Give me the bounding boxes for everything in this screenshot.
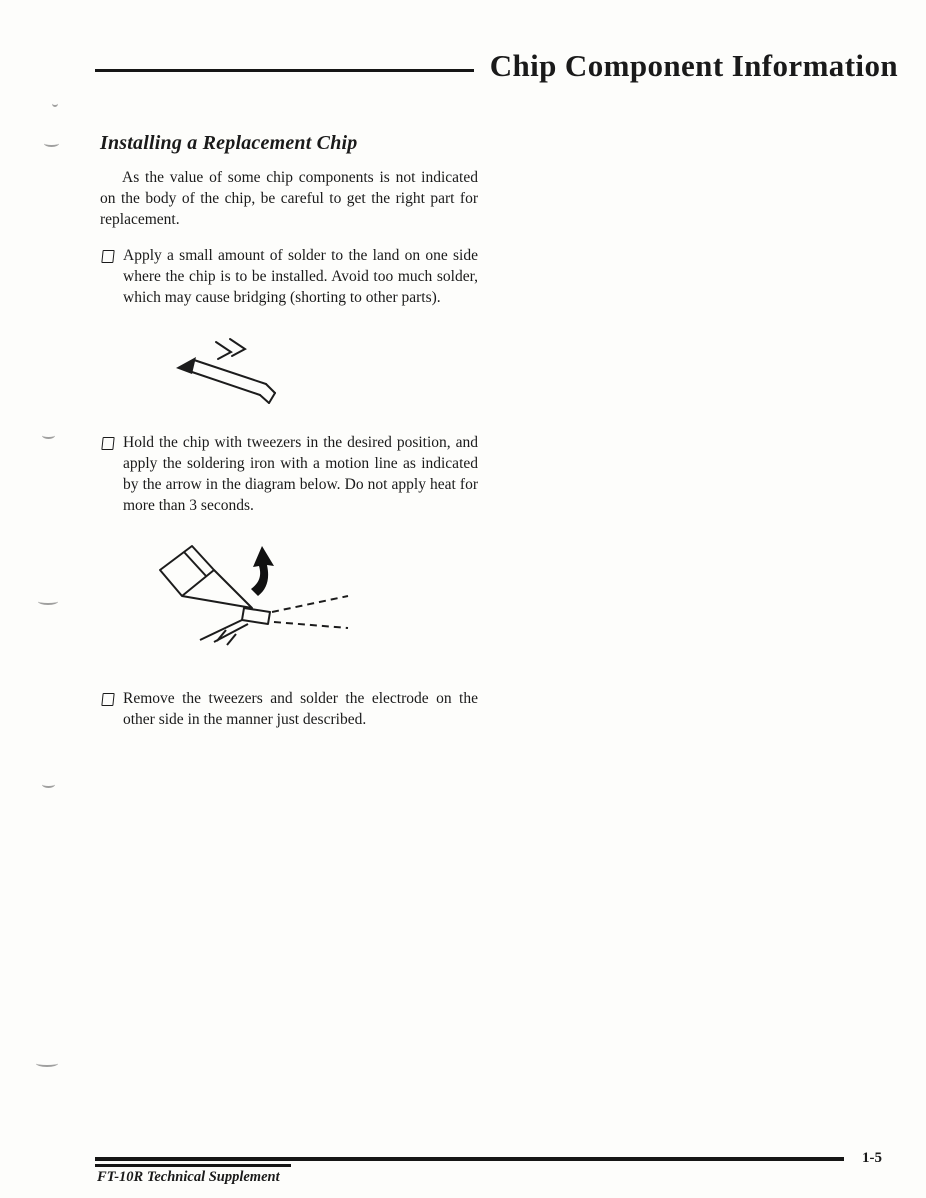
doc-title: FT-10R Technical Supplement [97,1169,280,1185]
scan-artifact [42,432,55,439]
footer-title-rule [95,1164,291,1167]
section-title: Installing a Replacement Chip [100,132,358,154]
page-title: Chip Component Information [489,48,898,83]
footer-rule [95,1157,844,1161]
checkbox-bullet-icon [101,437,114,450]
checkbox-bullet-icon [101,250,114,263]
header-rule [95,69,474,72]
scan-artifact [36,1060,58,1067]
scan-artifact [38,598,58,605]
checkbox-bullet-icon [101,693,114,706]
content-column [100,132,478,730]
scan-artifact [44,140,59,147]
bullet-item [100,245,478,308]
page-number: 1-5 [862,1150,882,1166]
footer-doc-title-block [95,1164,291,1186]
page-header [95,48,898,84]
intro-paragraph: As the value of some chip components is not indicated on the body of the chip, be careful to get the right part for replacement. [100,169,478,228]
bullet-text: Hold the chip with tweezers in the desired position, and apply the soldering iron with a motion line as indicated by the arrow in the diagram below. Do not apply heat for more than 3 seconds. [123,434,478,514]
scan-artifact [42,781,55,788]
bullet-item [100,688,478,730]
scan-artifact [52,100,58,107]
solder-land-illustration [170,326,305,404]
soldering-iron-illustration [142,536,374,648]
bullet-text: Apply a small amount of solder to the land on one side where the chip is to be installed. Avoid too much solder, which may cause bridging (shorting to other parts). [123,247,478,306]
bullet-item [100,432,478,516]
bullet-text: Remove the tweezers and solder the electrode on the other side in the manner just described. [123,690,478,728]
soldering-iron-figure [142,536,478,648]
solder-land-figure [170,326,478,404]
